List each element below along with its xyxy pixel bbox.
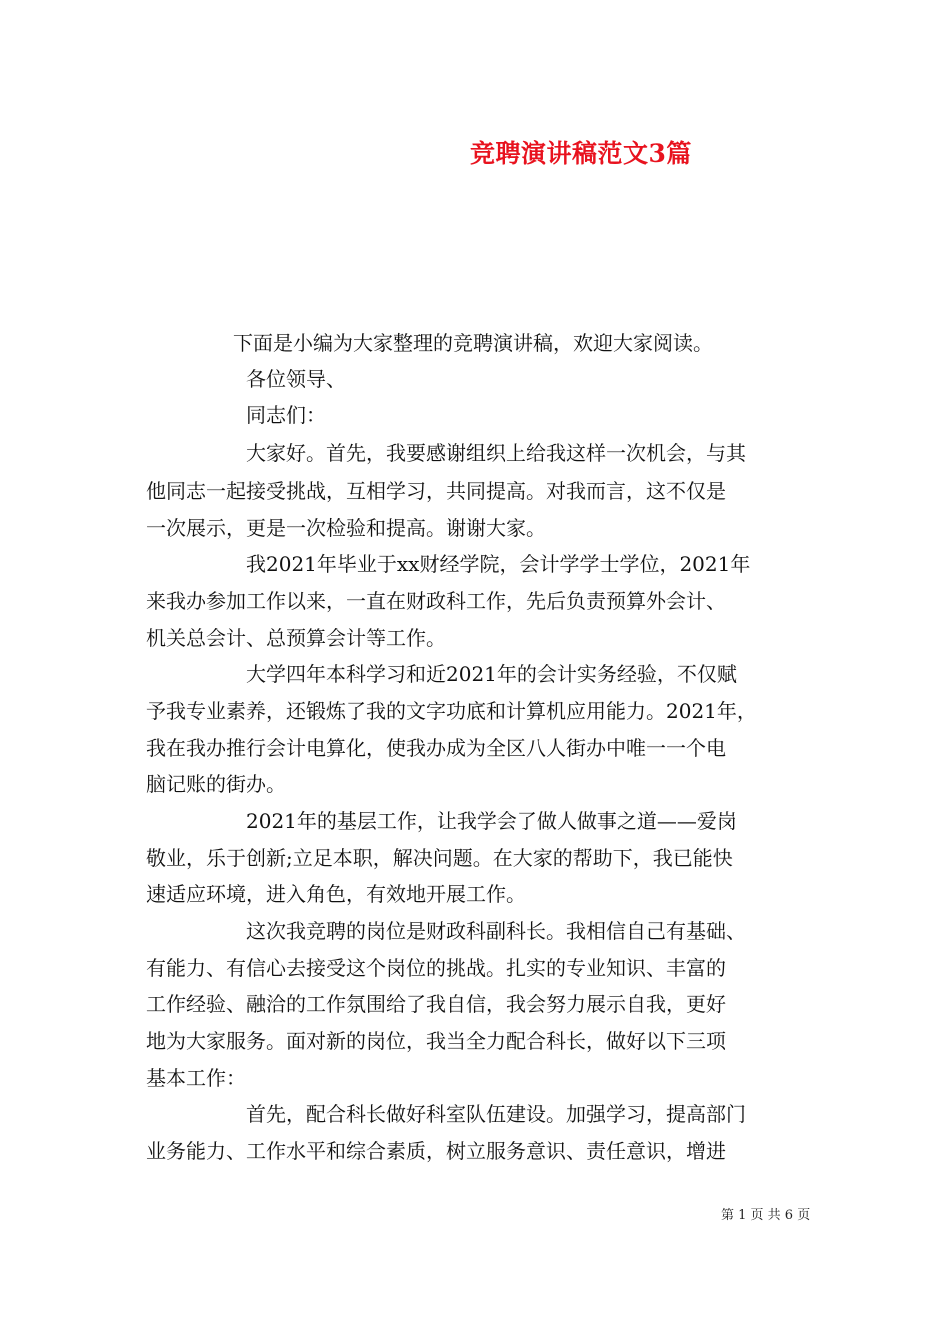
salutation-leaders: 各位领导、 [246,367,346,391]
paragraph-line: 来我办参加工作以来，一直在财政科工作，先后负责预算外会计、 [146,589,726,613]
paragraph-line: 速适应环境，进入角色，有效地开展工作。 [146,882,526,906]
paragraph-line: 首先，配合科长做好科室队伍建设。加强学习，提高部门 [246,1102,746,1126]
paragraph-line: 大家好。首先，我要感谢组织上给我这样一次机会，与其 [246,441,746,465]
paragraph-line: 2021年的基层工作，让我学会了做人做事之道——爱岗 [246,809,737,833]
paragraph-line: 脑记账的街办。 [146,772,286,796]
paragraph-line: 业务能力、工作水平和综合素质，树立服务意识、责任意识，增进 [146,1139,726,1163]
paragraph-line: 他同志一起接受挑战，互相学习，共同提高。对我而言，这不仅是 [146,479,726,503]
paragraph-line: 地为大家服务。面对新的岗位，我当全力配合科长，做好以下三项 [146,1029,726,1053]
paragraph-line: 工作经验、融洽的工作氛围给了我自信，我会努力展示自我，更好 [146,992,726,1016]
document-title: 竞聘演讲稿范文3篇 [470,139,692,168]
paragraph-line: 我在我办推行会计电算化，使我办成为全区八人街办中唯一一个电 [146,736,726,760]
paragraph-line: 一次展示，更是一次检验和提高。谢谢大家。 [146,516,546,540]
paragraph-line: 我2021年毕业于xx财经学院，会计学学士学位，2021年 [246,552,751,576]
paragraph-line: 大学四年本科学习和近2021年的会计实务经验，不仅赋 [246,662,737,686]
paragraph-line: 有能力、有信心去接受这个岗位的挑战。扎实的专业知识、丰富的 [146,956,726,980]
paragraph-line: 机关总会计、总预算会计等工作。 [146,626,446,650]
paragraph-line: 这次我竞聘的岗位是财政科副科长。我相信自己有基础、 [246,919,746,943]
page-number-footer: 第 1 页 共 6 页 [721,1208,811,1223]
paragraph-line: 予我专业素养，还锻炼了我的文字功底和计算机应用能力。2021年， [146,699,757,723]
paragraph-line: 敬业，乐于创新;立足本职，解决问题。在大家的帮助下，我已能快 [146,846,733,870]
intro-line: 下面是小编为大家整理的竞聘演讲稿，欢迎大家阅读。 [233,331,713,355]
salutation-comrades: 同志们： [246,403,326,427]
paragraph-line: 基本工作： [146,1066,246,1090]
